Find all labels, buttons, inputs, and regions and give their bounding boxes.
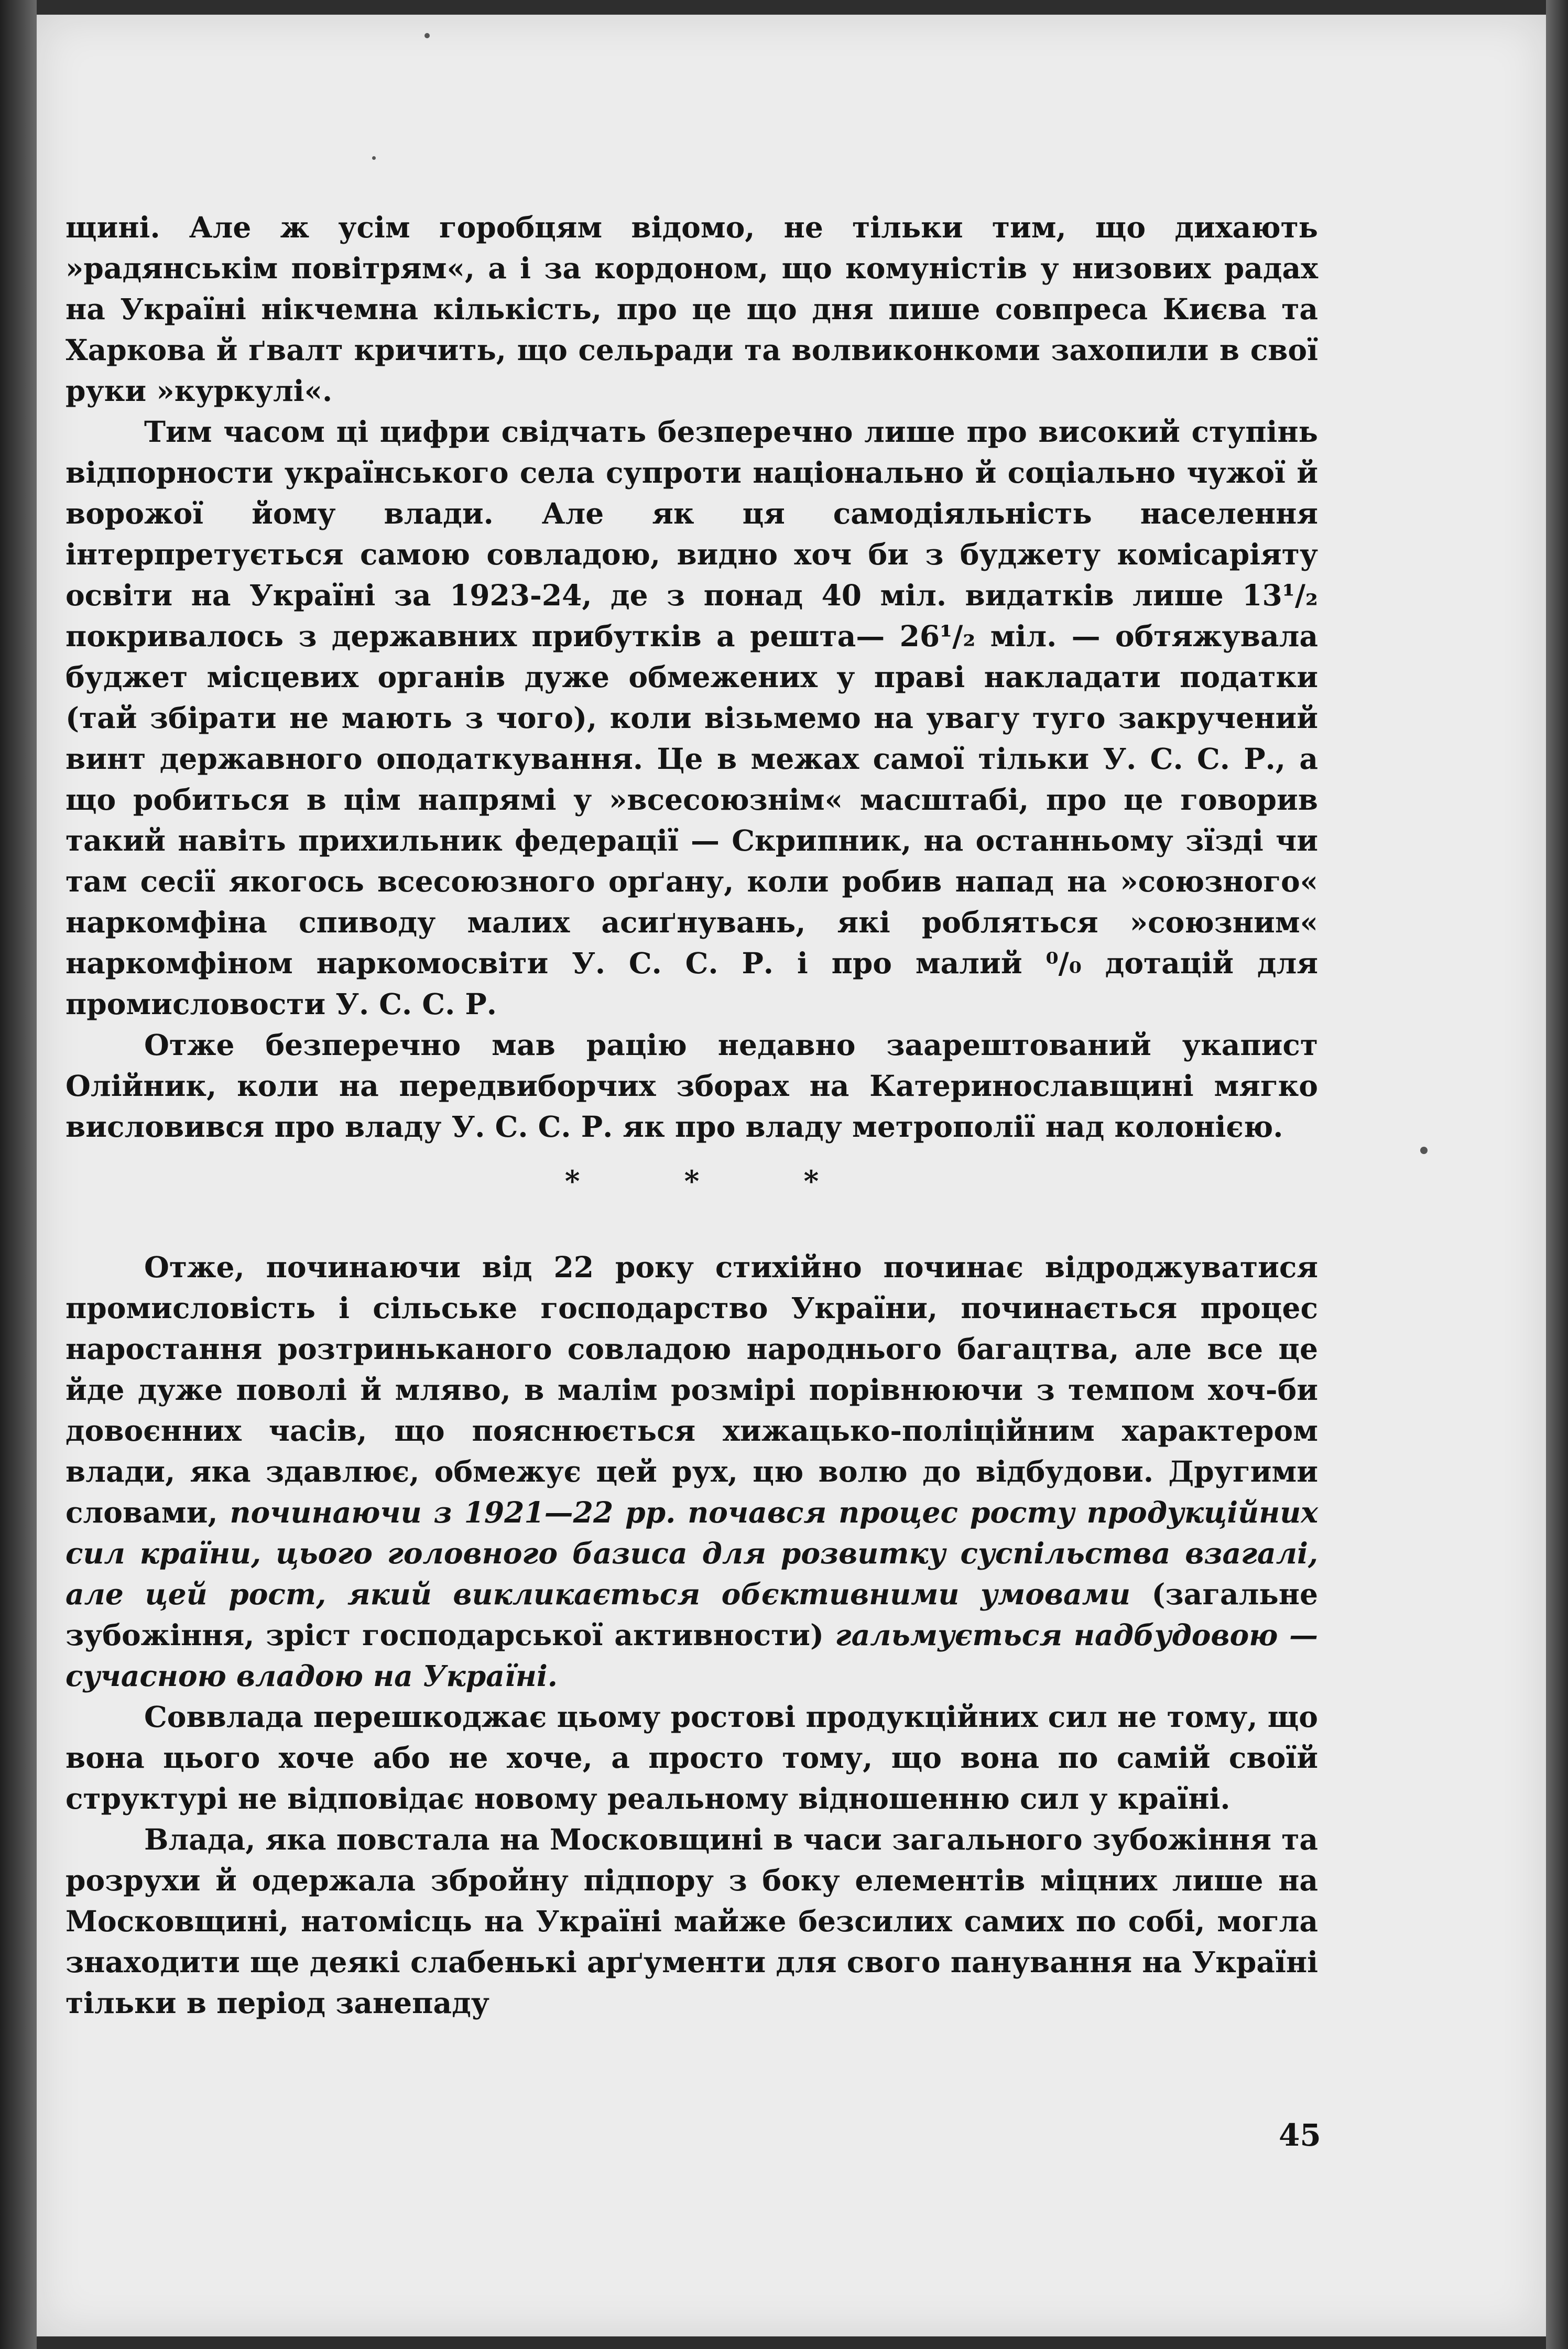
paragraph-4-italic-a: починаючи з 1921—22 рр. почався процес росту продукційних сил країни, цього головного базиса для розвитку суспільства взагалі, але цей рост, який викликається обєктивними умовами — [66, 1495, 1318, 1611]
paragraph-5: Соввлада перешкоджає цьому ростові продукційних сил не тому, що вона цього хоче або не хоче, а просто тому, що вона по самій своїй структурі не відповідає новому реальному відношенню сил у країні. — [66, 1700, 1318, 1815]
paragraph-1: щині. Але ж усім горобцям відомо, не тільки тим, що дихають »радянськім повітрям«, а і за кордоном, що комуністів у низових радах на Україні нікчемна кількість, про це що дня пише совпреса Києва та Харкова й ґвалт кричить, що сельради та волвиконкоми захопили в свої руки »куркулі«. — [66, 210, 1318, 408]
book-binding-edge — [0, 0, 37, 2349]
page-right-edge — [1546, 0, 1568, 2349]
paragraph-2: Тим часом ці цифри свідчать безперечно лише про високий ступінь відпорности українського села супроти національно й соціально чужої й ворожої йому влади. Але як ця самодіяльність населення інтерпретується самою совладою, видно хоч би з буджету комісаріяту освіти на Україні за 1923-24, де з понад 40 міл. видатків лише 13¹/₂ покривалось з державних прибутків а решта— 26¹/₂ міл. — обтяжувала буджет місцевих органів дуже обмежених у праві накладати податки (тай збірати не мають з чого), коли візьмемо на увагу туго закручений винт державного оподаткування. Це в межах самої тільки У. С. С. Р., а що робиться в цім напрямі у »всесоюзнім« масштабі, про це говорив такий навіть прихильник федерації — Скрипник, на останньому зїзді чи там сесії якогось всесоюзного орґану, коли робив напад на »союзного« наркомфіна спиводу малих асиґнувань, які робляться »союзним« наркомфіном наркомосвіти У. С. С. Р. і про малий ⁰/₀ дотацій для промисловости У. С. С. Р. — [66, 415, 1318, 1021]
paragraph-4-text: Отже, починаючи від 22 року стихійно починає відроджуватися промисловість і сільське господарство України, починається процес наростання розтриньканого совладою народнього багацтва, але все це йде дуже поволі й мляво, в малім розмірі порівнюючи з темпом хоч-би довоєнних часів, що пояснюється хижацько-поліційним характером влади, яка здавлює, обмежує цей рух, цю волю до відбудови. Другими словами, — [66, 1250, 1318, 1529]
paragraph-4 — [66, 1247, 1318, 1696]
section-separator — [66, 1147, 1318, 1210]
paragraph-4-plain: (загальне зубожіння, зріст господарської активности) — [66, 1577, 1318, 1652]
page-number: 45 — [1279, 2117, 1321, 2153]
page-body-text — [66, 207, 1318, 2024]
ink-speck — [1420, 1147, 1428, 1154]
paragraph-4-italic-b: гальмується надбудовою — сучасною владою на Україні. — [66, 1618, 1318, 1693]
ink-speck — [424, 33, 430, 38]
separator-asterisks: * * * — [564, 1164, 866, 1198]
paragraph-6: Влада, яка повстала на Московщині в часи загального зубожіння та розрухи й одержала збройну підпору з боку елементів міцних лише на Московщині, натомісць на Україні майже безсилих самих по собі, могла знаходити ще деякі слабенькі арґументи для свого панування на Україні тільки в період занепаду — [66, 1822, 1318, 2020]
paragraph-3: Отже безперечно мав рацію недавно заарештований укапист Олійник, коли на передвиборчих зборах на Катеринославщині мягко висловився про владу У. С. С. Р. як про владу метрополії над колонією. — [66, 1028, 1318, 1144]
ink-speck — [372, 156, 376, 160]
